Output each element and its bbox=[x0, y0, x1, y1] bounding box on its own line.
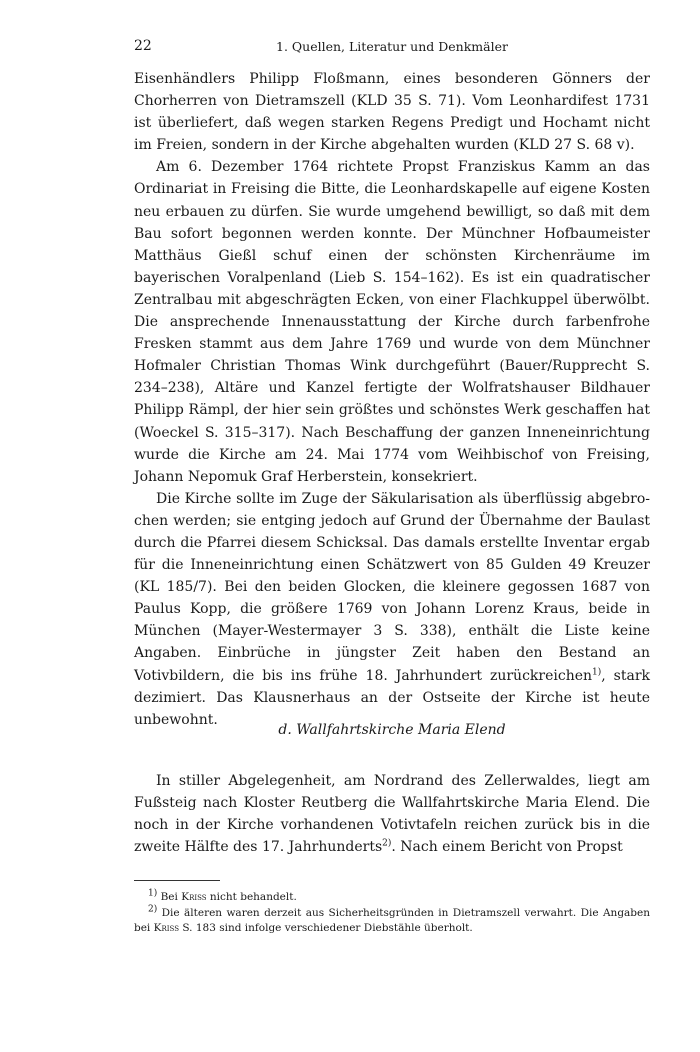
paragraph-3-tail: , stark dezimiert. Das Klausnerhaus an der Ostseite der Kirche ist heute unbewohnt. bbox=[134, 667, 650, 728]
section-text: In stiller Abgelegenheit, am Nordrand des Zellerwaldes, liegt am Fußsteig nach Kloster Reutberg die Wallfahrtskirche Maria Elend. Die noch in der Kirche vorhandenen Votivtafeln reichen zurück bis in die zweite Hälfte des 17. Jahrhunderts bbox=[134, 773, 650, 856]
body-text bbox=[134, 68, 650, 731]
paragraph-1: Eisenhändlers Philipp Floßmann, eines besonderen Gönners der Chorherren von Dietramszell (KLD 35 S. 71). Vom Leonhardifest 1731 ist überliefert, daß wegen starken Regens Predigt und Hochamt nicht im Freien, sondern in der Kirche abgehalten wurden (KLD 27 S. 68 v). bbox=[134, 71, 650, 154]
footnotes bbox=[134, 890, 650, 937]
footnote-2 bbox=[134, 906, 650, 937]
paragraph-2: Am 6. Dezember 1764 richtete Propst Franziskus Kamm an das Ordinariat in Freising die Bitte, die Leonhardskapelle auf eigene Kosten neu erbauen zu dürfen. Sie wurde umgehend bewilligt, so daß mit dem Bau sofort begonnen werden konnte. Der Münchner Hofbaumeister Matthäus Gießl schuf einen der schönsten Kirchenräume im bayerischen Voralpenland (Lieb S. 154–162). Es ist ein quadratischer Zentralbau mit abgeschrägten Ecken, von einer Flachkuppel überwölbt. Die ansprechende Innenausstattung der Kirche durch farbenfrohe Fresken stammt aus dem Jahre 1769 und wurde von dem Münchner Hofmaler Christian Thomas Wink durchgeführt (Bauer/Rupprecht S. 234–238), Altäre und Kanzel fertigte der Wolfratshauser Bildhauer Philipp Rämpl, der hier sein größtes und schönstes Werk geschaffen hat (Woeckel S. 315–317). Nach Beschaffung der ganzen Inneneinrichtung wurde die Kirche am 24. Mai 1774 vom Weihbischof von Freising, Johann Nepomuk Graf Herberstein, konsekriert. bbox=[134, 159, 650, 485]
paragraph-3 bbox=[134, 488, 650, 731]
section-text-tail: . Nach einem Bericht von Propst bbox=[391, 839, 623, 856]
footnote-2-text: Die älteren waren derzeit aus Sicherheitsgründen in Dietramszell verwahrt. Die Angaben bei bbox=[134, 906, 650, 934]
footnote-2-tail: S. 183 sind infolge verschiedener Diebstähle überholt. bbox=[179, 922, 473, 934]
footnote-1-mark: 1) bbox=[148, 888, 158, 899]
author-name: Kriss bbox=[181, 891, 207, 903]
footnote-ref-2: 2) bbox=[382, 838, 392, 849]
footnote-ref-1: 1) bbox=[592, 666, 602, 677]
section-heading: d. Wallfahrtskirche Maria Elend bbox=[278, 722, 506, 738]
footnote-divider bbox=[134, 880, 220, 881]
footnote-1-tail: nicht behandelt. bbox=[206, 891, 297, 903]
footnote-1 bbox=[134, 890, 650, 906]
page-header bbox=[134, 38, 650, 58]
paragraph-3-text: Die Kirche sollte im Zuge der Säkularisation als überflüssig abgebrochen werden; sie entging jedoch auf Grund der Übernahme der Baulast durch die Pfarrei diesem Schicksal. Das damals erstellte Inventar ergab für die Inneneinrichtung einen Schätzwert von 85 Gulden 49 Kreuzer (KL 185/7). Bei den beiden Glocken, die kleinere gegossen 1687 von Paulus Kopp, die größere 1769 von Johann Lorenz Kraus, beide in München (Mayer-Westermayer 3 S. 338), enthält die Liste keine Angaben. Einbrüche in jüngster Zeit haben den Bestand an Votivbildern, die bis ins frühe 18. Jahrhundert zurückreichen bbox=[134, 490, 650, 684]
page-number: 22 bbox=[134, 38, 152, 54]
footnote-1-text: Bei bbox=[157, 891, 182, 903]
footnote-2-mark: 2) bbox=[148, 904, 158, 914]
running-head: 1. Quellen, Literatur und Denkmäler bbox=[276, 39, 508, 54]
section-paragraph bbox=[134, 770, 650, 858]
section-body bbox=[134, 770, 650, 858]
author-name: Kriss bbox=[153, 922, 179, 934]
